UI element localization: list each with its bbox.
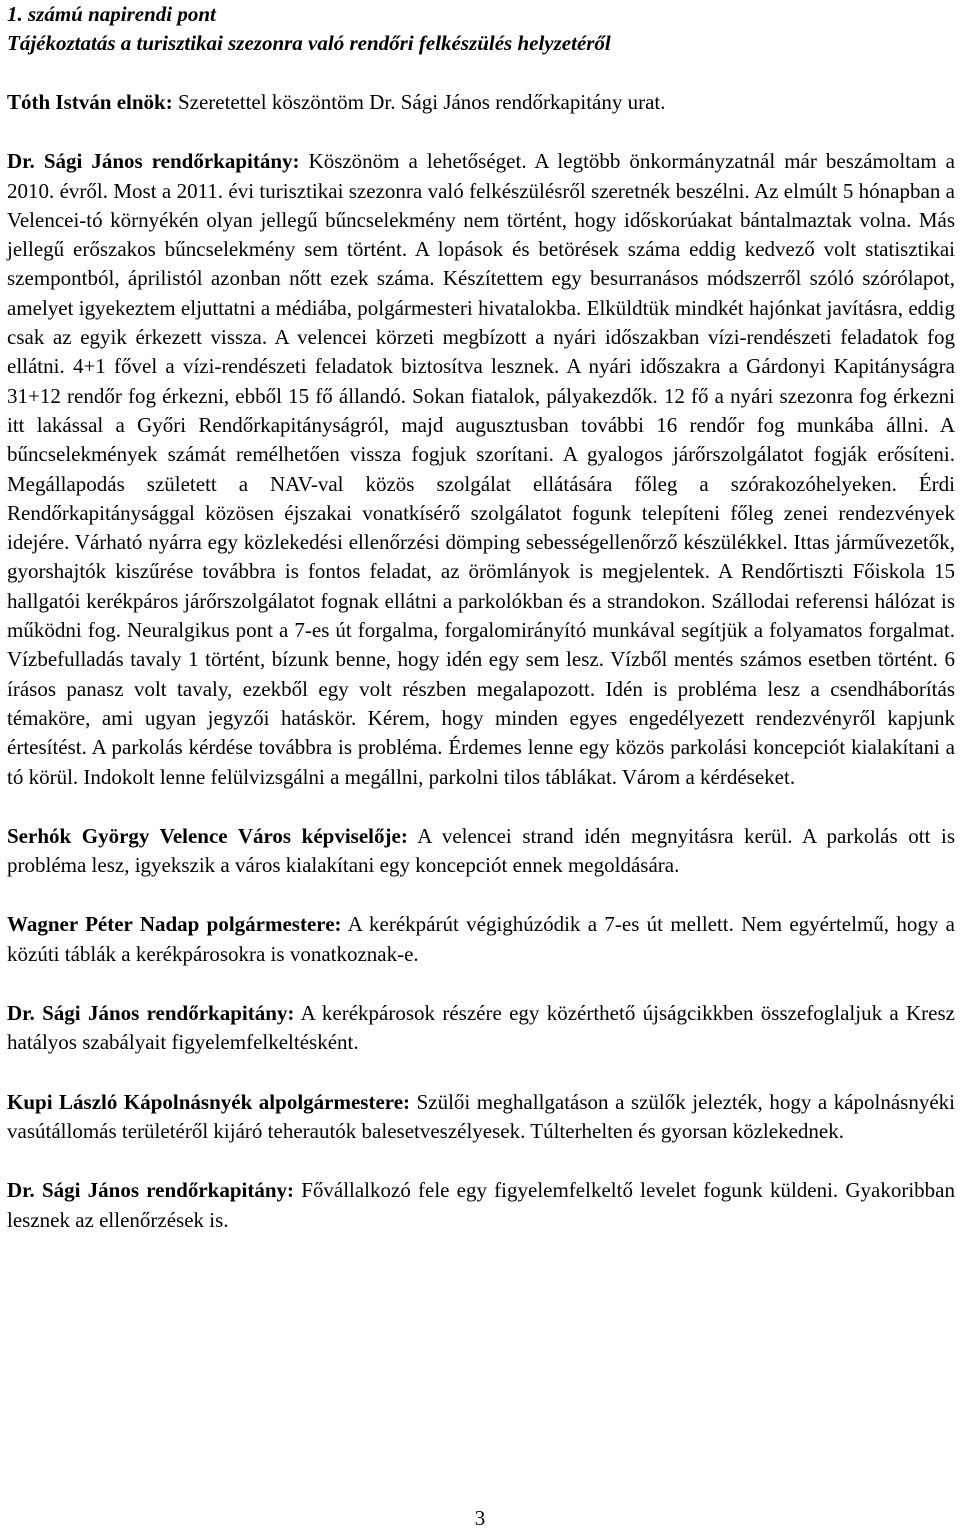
speech-text: A kerékpárosok részére egy közérthető újságcikkben összefoglaljuk a Kresz hatályos szabályait figyelemfelkeltésként.	[7, 1001, 955, 1055]
speech-text: Szülői meghallgatáson a szülők jelezték, hogy a kápolnásnyéki vasútállomás területéről kijáró teherautók balesetveszélyesek. Túlterhelten és gyorsan közlekednek.	[7, 1089, 956, 1143]
paragraph-wagner-peter	[7, 910, 955, 969]
speaker-name: Tóth István elnök:	[7, 90, 173, 114]
speaker-name: Dr. Sági János rendőrkapitány:	[7, 1001, 295, 1026]
speech-text: A kerékpárút végighúzódik a 7-es út mellett. Nem egyértelmű, hogy a közúti táblák a kerékpárosokra is vonatkoznak-e.	[7, 912, 955, 966]
speech-text: A velencei strand idén megnyitásra kerül. A parkolás ott is probléma lesz, igyekszik a város kialakítani egy koncepciót ennek megoldására.	[7, 823, 955, 878]
speech-text: Köszönöm a lehetőséget. A legtöbb önkormányzatnál már beszámoltam a 2010. évről. Most a 2011. évi turisztikai szezonra való felkészülésről szeretnék beszélni. Az elmúlt 5 hónapban a Velencei-tó környékén olyan jellegű bűncselekmény nem történt, hogy időskorúakat bántalmaztak volna. Más jellegű erőszakos bűncselekmény sem történt. A lopások és betörések száma eddig kedvező volt statisztikai szempontból, áprilistól azonban nőtt ezek száma. Készítettem egy besurranásos módszerről szóló szórólapot, amelyet igyekeztem eljuttatni a médiába, polgármesteri hivatalokba. Elküldtük mindkét hajónkat javításra, eddig csak az egyik érkezett vissza. A velencei körzeti megbízott a nyári időszakban vízi-rendészeti feladatok fog ellátni. 4+1 fővel a vízi-rendészeti feladatok biztosítva lesznek. A nyári időszakra a Gárdonyi Kapitányságra 31+12 rendőr fog érkezni, ebből 15 fő állandó. Sokan fiatalok, pályakezdők. 12 fő a nyári szezonra fog érkezni itt lakással a Győri Rendőrkapitányságról, majd augusztusban további 16 rendőr fog munkába állni. A bűncselekmények számát remélhetően vissza fogjuk szorítani. A gyalogos járőrszolgálatot fogják erősíteni. Megállapodás született a NAV-val közös szolgálat ellátására főleg a szórakozóhelyeken. Érdi Rendőrkapitánysággal közösen éjszakai vonatkísérő szolgálatot fogunk telepíteni főleg zenei rendezvények idejére. Várható nyárra egy közlekedési ellenőrzési dömping sebességellenőrző készülékkel. Ittas járművezetők, gyorshajtók kiszűrése továbbra is fontos feladat, az örömlányok is megjelentek. A Rendőrtiszti Főiskola 15 hallgatói kerékpáros járőrszolgálatot fognak ellátni a parkolókban és a strandokon. Szállodai referensi hálózat is működni fog. Neuralgikus pont a 7-es út forgalma, forgalomirányító munkával segítjük a folyamatos forgalmat. Vízbefulladás tavaly 1 történt, bízunk benne, hogy idén egy sem lesz. Vízből mentés számos esetben történt. 6 írásos panasz volt tavaly, ezekből egy volt részben megalapozott. Idén is probléma lesz a csendháborítás témaköre, ami ugyan jegyzői hatáskör. Kérem, hogy minden egyes engedélyezett rendezvényről kapjunk értesítést. A parkolás kérdése továbbra is probléma. Érdemes lenne egy közös parkolási koncepciót kialakítani a tó körül. Indokolt lenne felülvizsgálni a megállni, parkolni tilos táblákat. Várom a kérdéseket.	[7, 149, 956, 789]
speaker-name: Dr. Sági János rendőrkapitány:	[7, 149, 300, 174]
paragraph-sagi-janos-reply-2	[7, 1176, 955, 1235]
speech-text: Fővállalkozó fele egy figyelemfelkeltő levelet fogunk küldeni. Gyakoribban lesznek az ellenőrzések is.	[7, 1178, 955, 1232]
speaker-name: Kupi László Kápolnásnyék alpolgármestere:	[7, 1089, 411, 1114]
speech-text: Szeretettel köszöntöm Dr. Sági János rendőrkapitány urat.	[172, 90, 666, 114]
paragraph-sagi-janos-report	[7, 147, 955, 792]
agenda-title: Tájékoztatás a turisztikai szezonra való rendőri felkészülés helyzetéről	[7, 31, 611, 55]
paragraph-serhok-gyorgy	[7, 822, 955, 881]
page-number: 3	[474, 1506, 486, 1530]
paragraph-toth-istvan	[7, 88, 955, 117]
speaker-name: Wagner Péter Nadap polgármestere:	[7, 912, 342, 937]
paragraph-kupi-laszlo	[7, 1088, 955, 1147]
speaker-name: Serhók György Velence Város képviselője:	[7, 823, 408, 848]
speaker-name: Dr. Sági János rendőrkapitány:	[7, 1178, 295, 1203]
agenda-number: 1. számú napirendi pont	[7, 2, 216, 26]
paragraph-sagi-janos-reply-1	[7, 999, 955, 1058]
document-page	[7, 0, 955, 1235]
